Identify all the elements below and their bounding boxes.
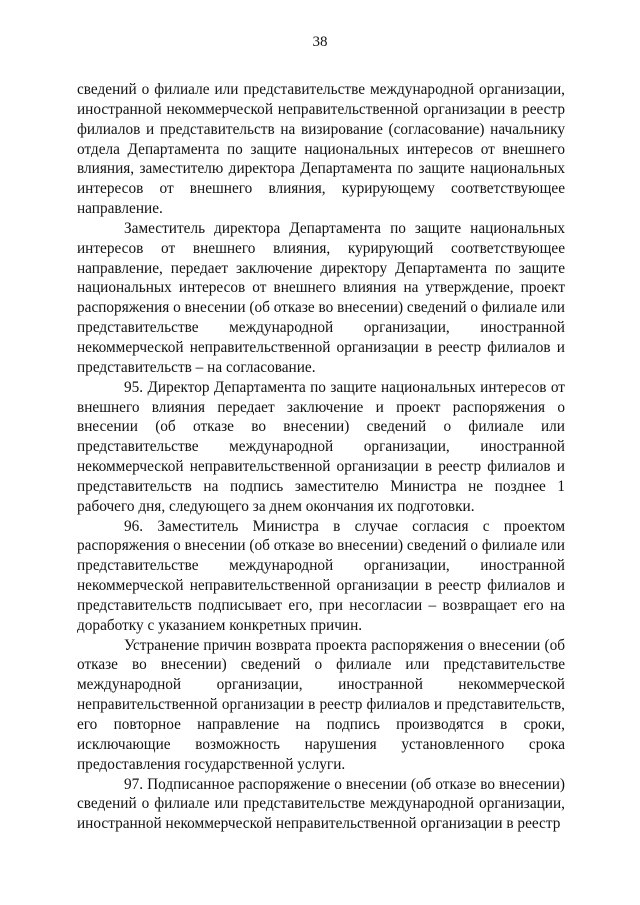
paragraph-item-95: 95. Директор Департамента по защите национальных интересов от внешнего влияния передает заключение и проект распоряжения о внесении (об отказе во внесении) сведений о филиале или представительстве международной организации, иностранной некоммерческой неправительственной организации в реестр филиалов и представительств на подпись заместителю Министра не позднее 1 рабочего дня, следующего за днем окончания их подготовки. (77, 378, 565, 515)
paragraph-continuation: сведений о филиале или представительстве международной организации, иностранной некоммерческой неправительственной организации в реестр филиалов и представительств на визирование (согласование) начальнику отдела Департамента по защите национальных интересов от внешнего влияния, заместителю директора Департамента по защите национальных интересов от внешнего влияния, курирующему соответствующее направление. (77, 81, 565, 218)
document-body (77, 80, 565, 834)
page-number: 38 (312, 34, 328, 50)
paragraph-deputy-director: Заместитель директора Департамента по защите национальных интересов от внешнего влияния, курирующий соответствующее направление, передает заключение директору Департамента по защите национальных интересов от внешнего влияния на утверждение, проект распоряжения о внесении (об отказе во внесении) сведений о филиале или представительстве международной организации, иностранной некоммерческой неправительственной организации в реестр филиалов и представительств – на согласование. (77, 219, 565, 376)
paragraph-return-elimination: Устранение причин возврата проекта распоряжения о внесении (об отказе во внесении) сведений о филиале или представительстве международной организации, иностранной некоммерческой неправительственной организации в реестр филиалов и представительств, его повторное направление на подпись производятся в сроки, исключающие возможность нарушения установленного срока предоставления государственной услуги. (77, 636, 565, 773)
paragraph-item-96: 96. Заместитель Министра в случае согласия с проектом распоряжения о внесении (об отказе во внесении) сведений о филиале или представительстве международной организации, иностранной некоммерческой неправительственной организации в реестр филиалов и представительств подписывает его, при несогласии – возвращает его на доработку с указанием конкретных причин. (77, 517, 565, 634)
paragraph-item-97: 97. Подписанное распоряжение о внесении (об отказе во внесении) сведений о филиале или представительстве международной организации, иностранной некоммерческой неправительственной организации в реестр (77, 775, 565, 833)
